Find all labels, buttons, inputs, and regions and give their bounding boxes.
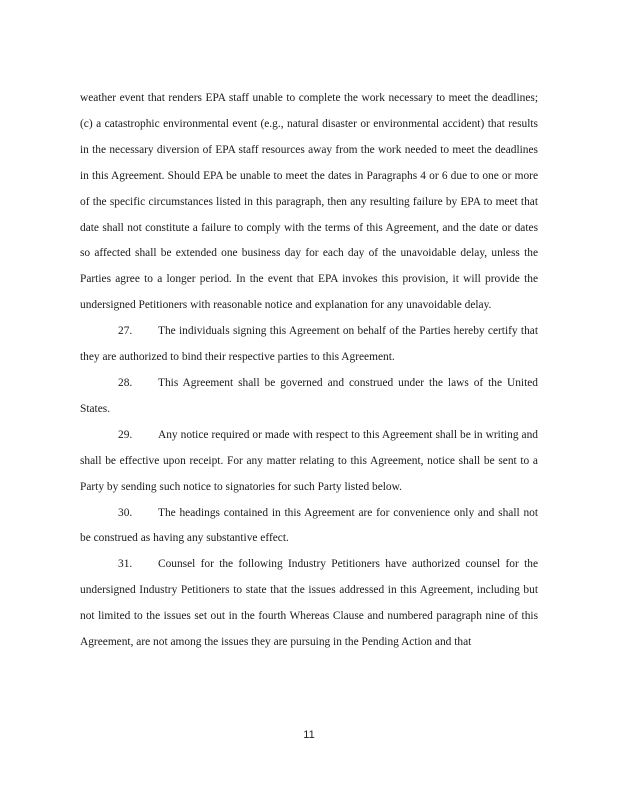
paragraph-number: 27. <box>118 325 133 338</box>
paragraph-number: 31. <box>118 558 133 571</box>
paragraph-text: This Agreement shall be governed and construed under the laws of the United States. <box>80 376 538 415</box>
paragraph-text: The headings contained in this Agreement are for convenience only and shall not be construed as having any substantive effect. <box>80 506 538 545</box>
paragraph-30 <box>80 501 538 553</box>
paragraph-31 <box>80 552 538 656</box>
paragraph-text: Any notice required or made with respect to this Agreement shall be in writing and shall be effective upon receipt. For any matter relating to this Agreement, notice shall be sent to a Party by sending such notice to signatories for such Party listed below. <box>80 428 538 493</box>
continued-paragraph: weather event that renders EPA staff unable to complete the work necessary to meet the deadlines; (c) a catastrophic environmental event (e.g., natural disaster or environmental accident) that results in the necessary diversion of EPA staff resources away from the work needed to meet the deadlines in this Agreement. Should EPA be unable to meet the dates in Paragraphs 4 or 6 due to one or more of the specific circumstances listed in this paragraph, then any resulting failure by EPA to meet that date shall not constitute a failure to comply with the terms of this Agreement, and the date or dates so affected shall be extended one business day for each day of the unavoidable delay, unless the Parties agree to a longer period. In the event that EPA invokes this provision, it will provide the undersigned Petitioners with reasonable notice and explanation for any unavoidable delay. <box>80 92 538 312</box>
paragraph-28 <box>80 371 538 423</box>
page-number: 11 <box>303 729 315 741</box>
paragraph-number: 29. <box>118 428 133 441</box>
paragraph-text: Counsel for the following Industry Petitioners have authorized counsel for the undersigned Industry Petitioners to state that the issues addressed in this Agreement, including but not limited to the issues set out in the fourth Whereas Clause and numbered paragraph nine of this Agreement, are not among the issues they are pursuing in the Pending Action and that <box>80 558 538 649</box>
paragraph-27 <box>80 319 538 371</box>
paragraph-number: 28. <box>118 376 133 389</box>
paragraph-text: The individuals signing this Agreement on behalf of the Parties hereby certify that they are authorized to bind their respective parties to this Agreement. <box>80 325 538 364</box>
body-text <box>80 86 538 656</box>
paragraph-number: 30. <box>118 506 133 519</box>
paragraph-29 <box>80 423 538 501</box>
